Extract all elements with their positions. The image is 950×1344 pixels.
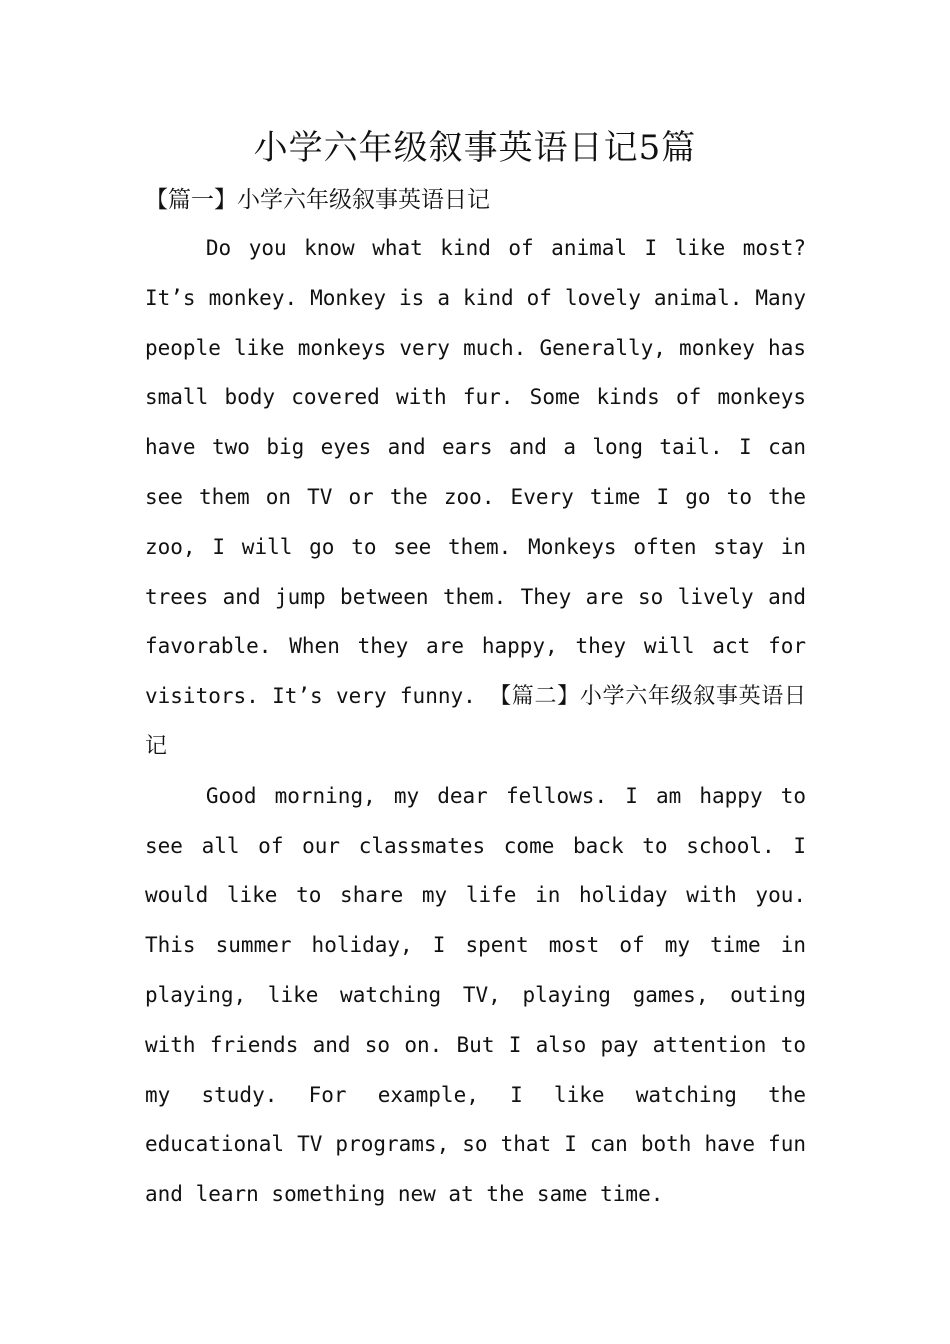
- section-2-heading: 【篇二】小学六年级叙事英语日记: [145, 684, 806, 759]
- document-title: 小学六年级叙事英语日记5篇: [253, 128, 697, 168]
- section-2-paragraph: Good morning, my dear fellows. I am happy to see all of our classmates come back to school. I would like to share my life in holiday with you. This summer holiday, I spent most of my time in playing, like watching TV, playing games, outing with friends and so on. But I also pay attention to my study. For example, I like watching the educational TV programs, so that I can both have fun and learn something new at the same time.: [145, 783, 806, 1207]
- section-1-paragraph: [145, 224, 806, 772]
- document-body: [145, 224, 806, 1220]
- section-1-body: Do you know what kind of animal I like most? It’s monkey. Monkey is a kind of lovely animal. Many people like monkeys very much. Generally, monkey has small body covered with fur. Some kinds of monkeys have two big eyes and ears and a long tail. I can see them on TV or the zoo. Every time I go to the zoo, I will go to see them. Monkeys often stay in trees and jump between them. They are so lively and favorable. When they are happy, they will act for visitors. It’s very funny.: [145, 236, 806, 709]
- section-1-heading: 【篇一】小学六年级叙事英语日记: [145, 187, 490, 213]
